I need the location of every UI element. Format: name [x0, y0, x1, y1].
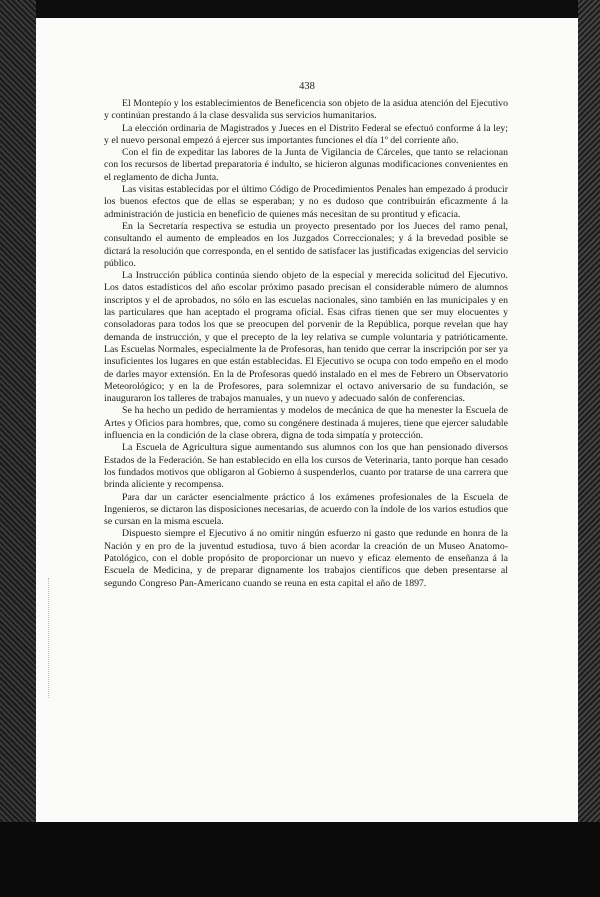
paragraph: La elección ordinaria de Magistrados y Jueces en el Distrito Federal se efectuó conforme á la ley; y el nuevo personal empezó á ejercer sus importantes funciones el día 1º del corriente año.: [104, 122, 508, 146]
scan-right-border: [578, 0, 600, 897]
paragraph: Se ha hecho un pedido de herramientas y modelos de mecánica de que ha menester la Escuela de Artes y Oficios para hombres, que, como su congénere destinada á mujeres, tiene que ejercer saludable influencia en la condición de la clase obrera, digna de toda simpatía y protección.: [104, 405, 508, 442]
document-page: [36, 18, 578, 822]
page-number: 438: [299, 81, 315, 92]
paragraph: En la Secretaría respectiva se estudia un proyecto presentado por los Jueces del ramo penal, consultando el aumento de empleados en los Juzgados Correccionales; y á la brevedad posible se dictará la resolución que corresponda, en el sentido de satisfacer las justificadas exigencias del servicio público.: [104, 220, 508, 269]
paragraph: La Escuela de Agricultura sigue aumentando sus alumnos con los que han pensionado diversos Estados de la Federación. Se han establecido en ella los cursos de Veterinaria, tanto porque han cesado los fundados motivos que obligaron al Gobierno á suspenderlos, cuanto por tratarse de una carrera que brinda aliciente y recompensa.: [104, 442, 508, 491]
paragraph: Para dar un carácter esencialmente práctico á los exámenes profesionales de la Escuela de Ingenieros, se dictaron las disposiciones necesarias, de acuerdo con la índole de los varios estudios que se cursan en la misma escuela.: [104, 491, 509, 528]
paragraph: La Instrucción pública continúa siendo objeto de la especial y merecida solicitud del Ejecutivo. Los datos estadísticos del año escolar próximo pasado precisan el considerable número de alumnos inscriptos y el de aprobados, no sólo en las escuelas nacionales, sino también en las municipales y en las particulares que han aceptado el programa oficial. Esas cifras tienen que ser muy elocuentes y consoladoras para todos los que se preocupen del porvenir de la República, porque revelan que hay demanda de instrucción, y que el precepto de la ley relativa se cumple voluntaria y patrióticamente. Las Escuelas Normales, especialmente la de Profesoras, han tenido que cerrar la inscripción por ser ya insuficientes los lugares en que están establecidas. El Ejecutivo se ocupa con todo empeño en el modo de darles mayor extensión. En la de Profesoras quedó instalado en el mes de Febrero un Observatorio Meteorológico; y en la de Profesores, para solemnizar el octavo aniversario de su fundación, se inauguraron los talleres de trabajos manuales, y un nuevo y adecuado salón de conferencias.: [104, 270, 508, 405]
paragraph: Con el fin de expeditar las labores de la Junta de Vigilancia de Cárceles, que tanto se relacionan con los recursos de libertad preparatoria é indulto, se hicieron algunas modificaciones convenientes en el reglamento de dicha Junta.: [104, 147, 508, 183]
paragraph: El Montepío y los establecimientos de Beneficencia son objeto de la asidua atención del Ejecutivo y continúan prestando á la clase desvalida sus servicios humanitarios.: [104, 98, 508, 122]
paragraph: Dispuesto siempre el Ejecutivo á no omitir ningún esfuerzo ni gasto que redunde en honra de la Nación y en pro de la juventud estudiosa, tuvo á bien acordar la creación de un Museo Anatomo-Patológico, con el doble propósito de proporcionar un nuevo y eficaz elemento de enseñanza á la Escuela de Medicina, y de preparar dignamente los trabajos científicos que deben presentarse al segundo Congreso Pan-Americano cuando se reuna en esta capital el año de 1897.: [104, 528, 508, 589]
body-text: [104, 98, 508, 590]
scan-left-border: [0, 0, 36, 897]
gutter-mark: [48, 578, 50, 698]
scan-top-border: [0, 0, 600, 18]
paragraph: Las visitas establecidas por el último Código de Procedimientos Penales han empezado á producir los buenos efectos que de ellas se esperaban; y no es dudoso que contribuirán eficazmente á la administración de justicia en beneficio de quienes más necesitan de su prontitud y eficacia.: [104, 184, 508, 220]
scan-bottom-border: [0, 822, 600, 897]
